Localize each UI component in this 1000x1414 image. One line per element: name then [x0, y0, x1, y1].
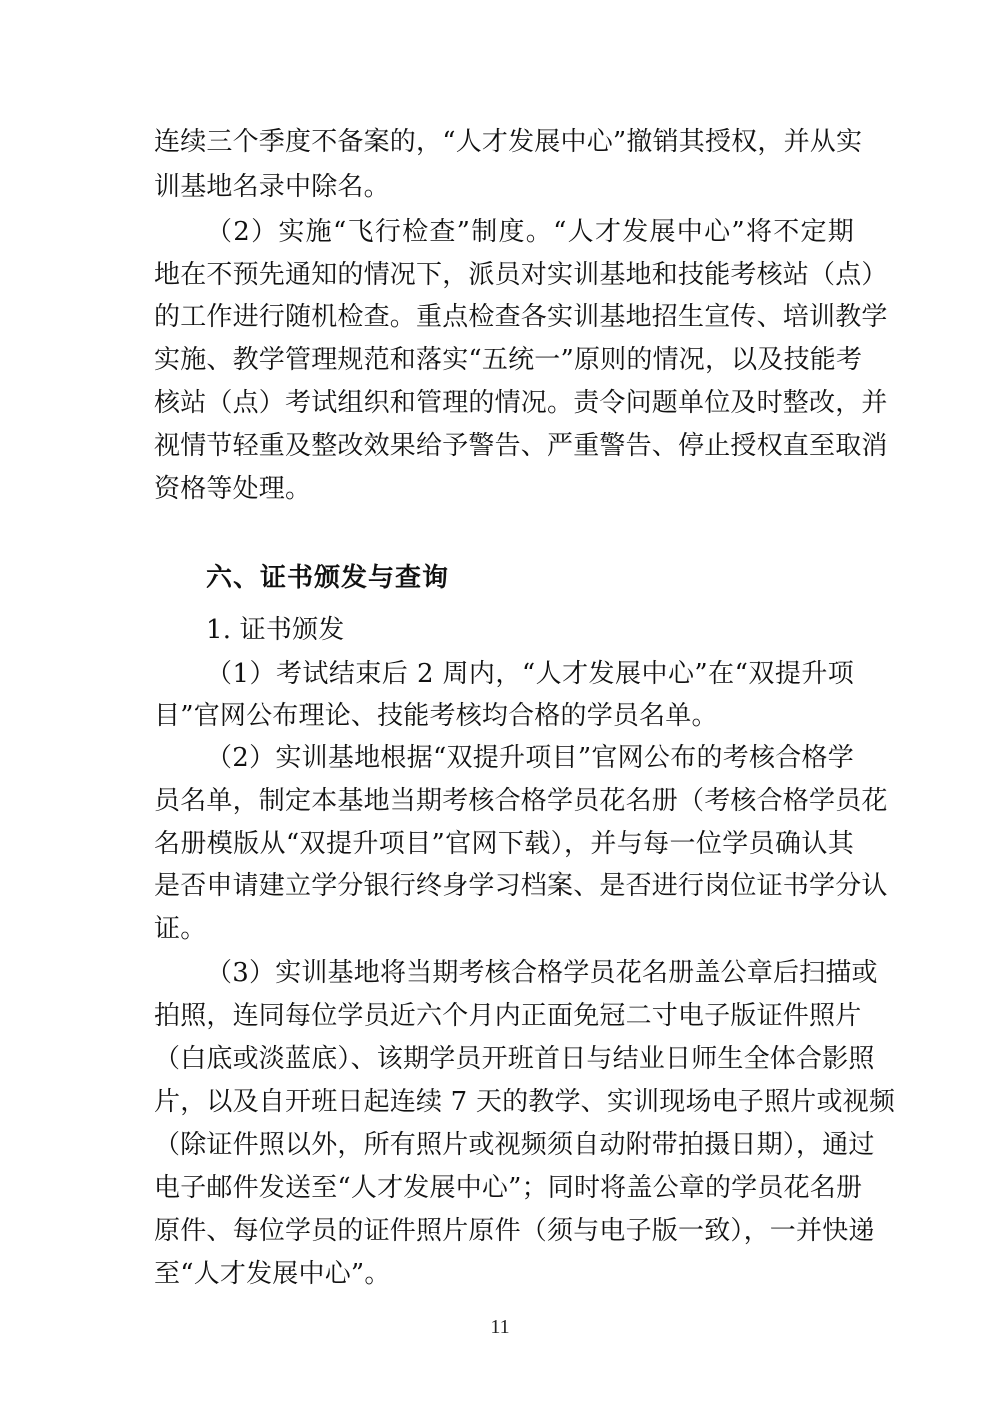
section-heading: 六、证书颁发与查询	[206, 563, 450, 593]
paragraph-line: （3）实训基地将当期考核合格学员花名册盖公章后扫描或	[206, 958, 878, 988]
paragraph-line: 员名单，制定本基地当期考核合格学员花名册（考核合格学员花	[154, 786, 888, 816]
paragraph-line: 训基地名录中除名。	[154, 172, 390, 202]
paragraph-line: 核站（点）考试组织和管理的情况。责令问题单位及时整改，并	[154, 388, 888, 418]
paragraph-line: 名册模版从“双提升项目”官网下载），并与每一位学员确认其	[154, 829, 854, 859]
paragraph-line: （白底或淡蓝底）、该期学员开班首日与结业日师生全体合影照	[154, 1044, 875, 1074]
paragraph-line: 至“人才发展中心”。	[154, 1259, 391, 1289]
paragraph-line: 片，以及自开班日起连续 7 天的教学、实训现场电子照片或视频	[154, 1087, 896, 1117]
subsection-heading: 1. 证书颁发	[206, 615, 345, 645]
paragraph-line: 证。	[154, 914, 207, 944]
paragraph-line: 是否申请建立学分银行终身学习档案、是否进行岗位证书学分认	[154, 871, 888, 901]
paragraph-line: （2）实施“飞行检查”制度。“人才发展中心”将不定期	[206, 217, 854, 247]
paragraph-line: 地在不预先通知的情况下，派员对实训基地和技能考核站（点）	[154, 260, 888, 290]
paragraph-line: （除证件照以外，所有照片或视频须自动附带拍摄日期），通过	[154, 1130, 875, 1160]
page-number: 11	[490, 1316, 510, 1338]
paragraph-line: 视情节轻重及整改效果给予警告、严重警告、停止授权直至取消	[154, 431, 888, 461]
paragraph-line: 拍照，连同每位学员近六个月内正面免冠二寸电子版证件照片	[154, 1001, 862, 1031]
paragraph-line: 目”官网公布理论、技能考核均合格的学员名单。	[154, 701, 718, 731]
paragraph-line: 连续三个季度不备案的，“人才发展中心”撤销其授权，并从实	[154, 127, 863, 157]
paragraph-line: （1）考试结束后 2 周内，“人才发展中心”在“双提升项	[206, 659, 854, 689]
paragraph-line: 资格等处理。	[154, 474, 312, 504]
paragraph-line: （2）实训基地根据“双提升项目”官网公布的考核合格学	[206, 743, 854, 773]
paragraph-line: 原件、每位学员的证件照片原件（须与电子版一致），一并快递	[154, 1216, 875, 1246]
paragraph-line: 电子邮件发送至“人才发展中心”；同时将盖公章的学员花名册	[154, 1173, 863, 1203]
paragraph-line: 实施、教学管理规范和落实“五统一”原则的情况，以及技能考	[154, 345, 863, 375]
paragraph-line: 的工作进行随机检查。重点检查各实训基地招生宣传、培训教学	[154, 302, 888, 332]
